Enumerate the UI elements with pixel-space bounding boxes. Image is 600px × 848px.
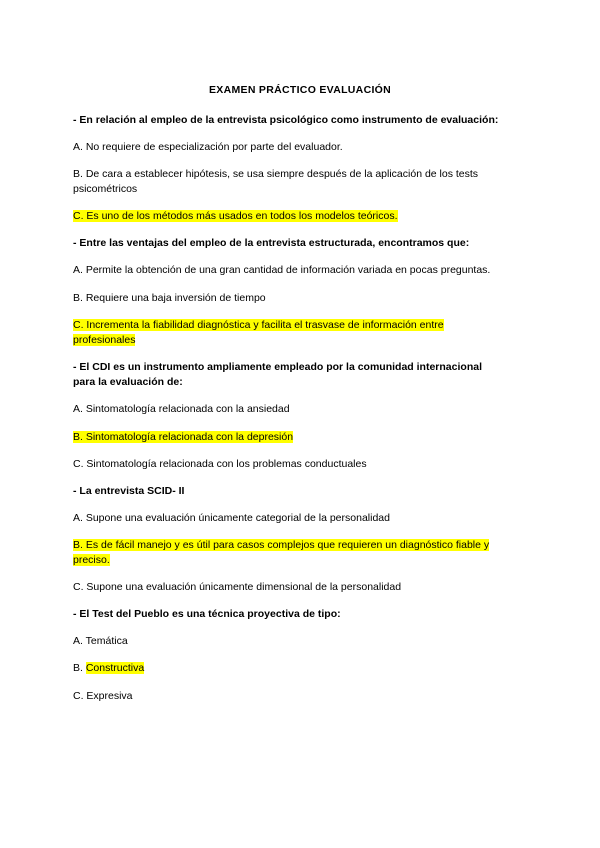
q4-option-b-cont xyxy=(73,552,533,568)
q4-option-b-highlight: B. Es de fácil manejo y es útil para casos complejos que requieren un diagnóstico fiable y xyxy=(73,539,490,551)
q4-option-b xyxy=(73,537,533,553)
q4-option-c: C. Supone una evaluación únicamente dimensional de la personalidad xyxy=(73,581,402,593)
q1-option-c-highlight: C. Es uno de los métodos más usados en todos los modelos teóricos. xyxy=(73,210,398,222)
q2-option-c-cont xyxy=(73,332,533,348)
q1-option-c xyxy=(73,208,533,224)
page-title: EXAMEN PRÁCTICO EVALUACIÓN xyxy=(208,84,392,96)
question-3: - El CDI es un instrumento ampliamente empleado por la comunidad internacional xyxy=(73,361,482,373)
question-3-cont: para la evaluación de: xyxy=(73,376,183,388)
question-2: - Entre las ventajas del empleo de la entrevista estructurada, encontramos que: xyxy=(73,237,470,249)
q3-option-b xyxy=(73,429,533,445)
q3-option-b-highlight: B. Sintomatología relacionada con la depresión xyxy=(73,431,294,443)
q1-option-b-cont: psicométricos xyxy=(73,183,138,195)
question-4: - La entrevista SCID- II xyxy=(73,485,185,497)
question-5: - El Test del Pueblo es una técnica proyectiva de tipo: xyxy=(73,608,341,620)
q5-option-b-highlight: Constructiva xyxy=(85,662,145,674)
q4-option-a: A. Supone una evaluación únicamente categorial de la personalidad xyxy=(73,512,390,524)
q2-option-a: A. Permite la obtención de una gran cantidad de información variada en pocas preguntas. xyxy=(73,264,491,276)
q2-option-c-highlight: C. Incrementa la fiabilidad diagnóstica y facilita el trasvase de información entre xyxy=(73,319,444,331)
q4-option-b-cont-highlight: preciso. xyxy=(73,554,110,566)
q5-option-a: A. Temática xyxy=(73,635,128,647)
q3-option-a: A. Sintomatología relacionada con la ansiedad xyxy=(73,403,290,415)
q1-option-b: B. De cara a establecer hipótesis, se usa siempre después de la aplicación de los tests xyxy=(73,168,479,180)
q2-option-b: B. Requiere una baja inversión de tiempo xyxy=(73,292,266,304)
q1-option-a: A. No requiere de especialización por parte del evaluador. xyxy=(73,141,343,153)
q5-option-c: C. Expresiva xyxy=(73,690,133,702)
q5-option-b-prefix: B. xyxy=(73,662,86,674)
q2-option-c-cont-highlight: profesionales xyxy=(73,334,136,346)
q5-option-b xyxy=(73,660,533,676)
q2-option-c xyxy=(73,317,533,333)
question-1: - En relación al empleo de la entrevista psicológico como instrumento de evaluación: xyxy=(73,114,499,126)
q3-option-c: C. Sintomatología relacionada con los problemas conductuales xyxy=(73,458,367,470)
